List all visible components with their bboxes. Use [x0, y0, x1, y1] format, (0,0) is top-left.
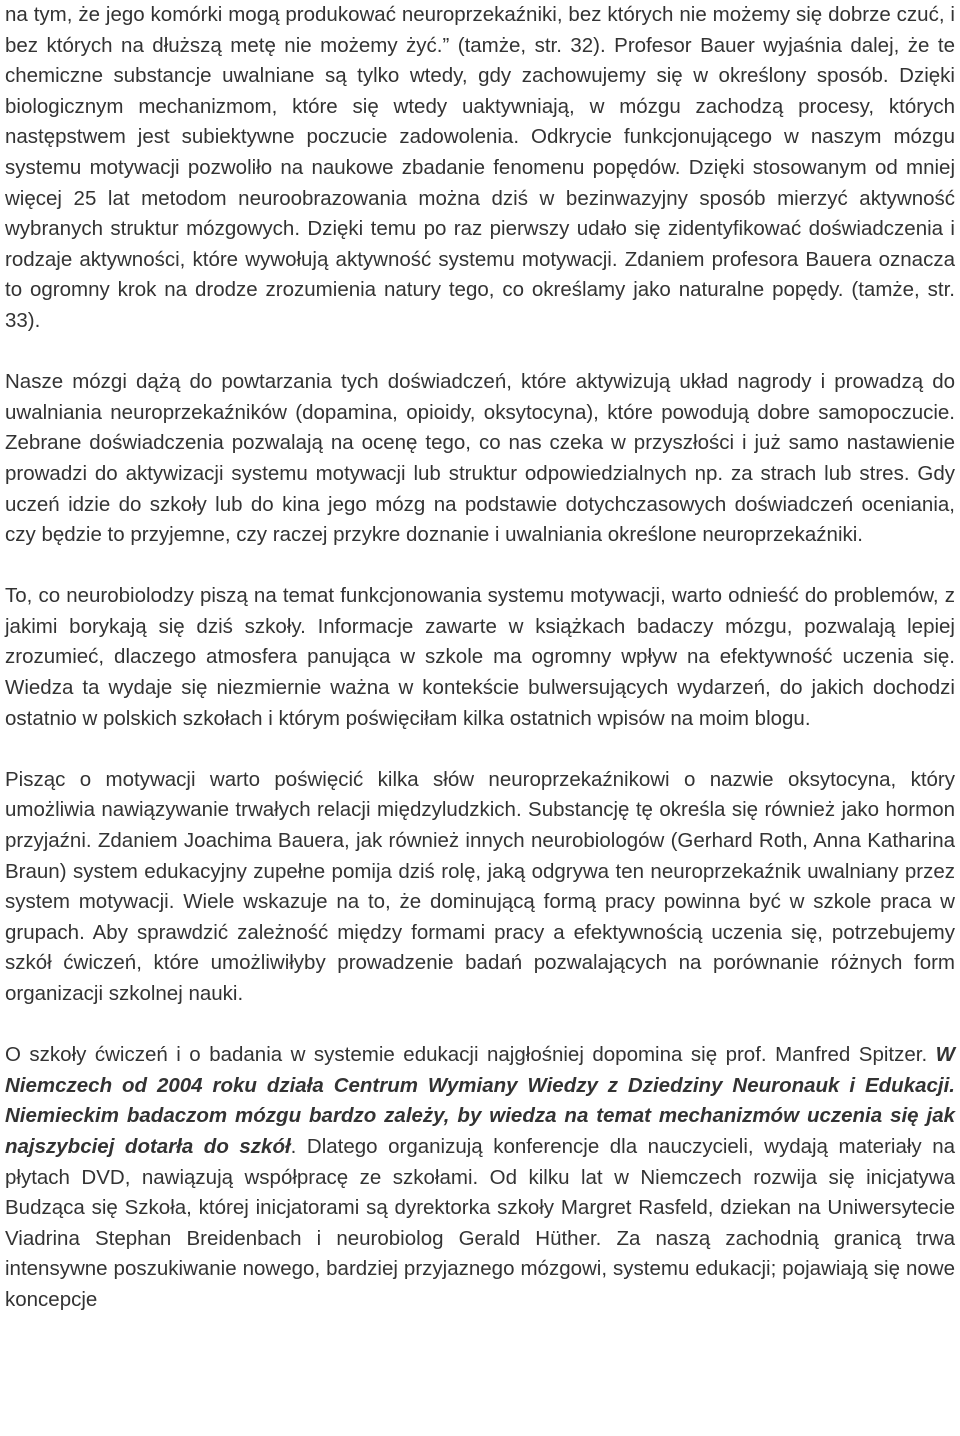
paragraph-1: [5, 0, 955, 337]
text-segment: To, co neurobiolodzy piszą na temat funkcjonowania systemu motywacji, warto odnieść do problemów, z jakimi borykają się dziś szkoły. Informacje zawarte w książkach badaczy mózgu, pozwalają lepiej zrozumieć, dlaczego atmosfera panująca w szkole ma ogromny wpływ na efektywność uczenia się. Wiedza ta wydaje się niezmiernie ważna w kontekście bulwersujących wydarzeń, do jakich dochodzi ostatnio w polskich szkołach i którym poświęciłam kilka ostatnich wpisów na moim blogu.: [5, 584, 955, 730]
text-segment: O szkoły ćwiczeń i o badania w systemie edukacji najgłośniej dopomina się prof. Manfred Spitzer.: [5, 1043, 936, 1067]
paragraph-4: [5, 765, 955, 1010]
text-segment: Nasze mózgi dążą do powtarzania tych doświadczeń, które aktywizują układ nagrody i prowadzą do uwalniania neuroprzekaźników (dopamina, opioidy, oksytocyna), które powodują dobre samopoczucie. Zebrane doświadczenia pozwalają na ocenę tego, co nas czeka w przyszłości i już samo nastawienie prowadzi do aktywizacji systemu motywacji lub struktur odpowiedzialnych np. za strach lub stres. Gdy uczeń idzie do szkoły lub do kina jego mózg na podstawie dotychczasowych doświadczeń oceniania, czy będzie to przyjemne, czy raczej przykre doznanie i uwalniania określone neuroprzekaźniki.: [5, 370, 955, 547]
paragraph-2: [5, 367, 955, 551]
text-segment: . Dlatego organizują konferencje dla nauczycieli, wydają materiały na płytach DVD, nawiązują współpracę ze szkołami. Od kilku lat w Niemczech rozwija się inicjatywa Budząca się Szkoła, której inicjatorami są dyrektorka szkoły Margret Rasfeld, dziekan na Uniwersytecie Viadrina Stephan Breidenbach i neurobiolog Gerald Hüther. Za naszą zachodnią granicą trwa intensywne poszukiwanie nowego, bardziej przyjaznego mózgowi, systemu edukacji; pojawiają się nowe koncepcje: [5, 1134, 956, 1311]
text-segment: Dzięki temu po raz pierwszy udało się zidentyfikować doświadczenia i rodzaje aktywności, które wywołują aktywność systemu motywacji. Zdaniem profesora Bauera oznacza to ogromny krok na drodze zrozumienia natury tego, co określamy jako naturalne popędy. (tamże, str. 33).: [5, 217, 955, 332]
text-segment: Dzięki biologicznym mechanizmom, które się wtedy uaktywniają, w mózgu zachodzą procesy, których następstwem jest subiektywne poczucie zadowolenia. Odkrycie funkcjonującego w naszym mózgu systemu motywacji pozwoliło na naukowe zbadanie fenomenu popędów.: [5, 64, 955, 179]
text-segment: Dzięki stosowanym od mniej więcej 25 lat metodom neuroobrazowania można dziś w bezinwazyjny sposób mierzyć aktywność wybranych struktur mózgowych.: [5, 155, 956, 241]
paragraph-3: [5, 581, 955, 734]
paragraph-5: [5, 1040, 955, 1315]
text-segment: Pisząc o motywacji warto poświęcić kilka słów neuroprzekaźnikowi o nazwie oksytocyna, który umożliwia nawiązywanie trwałych relacji międzyludzkich. Substancję tę określa się również jako hormon przyjaźni. Zdaniem Joachima Bauera, jak również innych neurobiologów (Gerhard Roth, Anna Katharina Braun) system edukacyjny zupełne pomija dziś rolę, jaką odgrywa ten neuroprzekaźnik uwalniany przez system motywacji. Wiele wskazuje na to, że dominującą formą pracy powinna być w szkole praca w grupach. Aby sprawdzić zależność między formami pracy a efektywnością uczenia się, potrzebujemy szkół ćwiczeń, które umożliwiłyby prowadzenie badań pozwalających na porównanie różnych form organizacji szkolnej nauki.: [5, 767, 955, 1005]
emphasized-text-segment: W Niemczech od 2004 roku działa Centrum Wymiany Wiedzy z Dziedziny Neuronauk i Edukacji. Niemieckim badaczom mózgu bardzo zależy, by wiedza na temat mechanizmów uczenia się jak najszybciej dotarła do szkół: [5, 1043, 955, 1158]
document-page: [5, 0, 955, 1316]
text-segment: na tym, że jego komórki mogą produkować neuroprzekaźniki, bez których nie możemy się dobrze czuć, i bez których na dłuższą metę nie możemy żyć.” (tamże, str. 32). Profesor Bauer wyjaśnia dalej, że te chemiczne substancje uwalniane są tylko wtedy, gdy zachowujemy się w określony sposób.: [5, 3, 955, 88]
